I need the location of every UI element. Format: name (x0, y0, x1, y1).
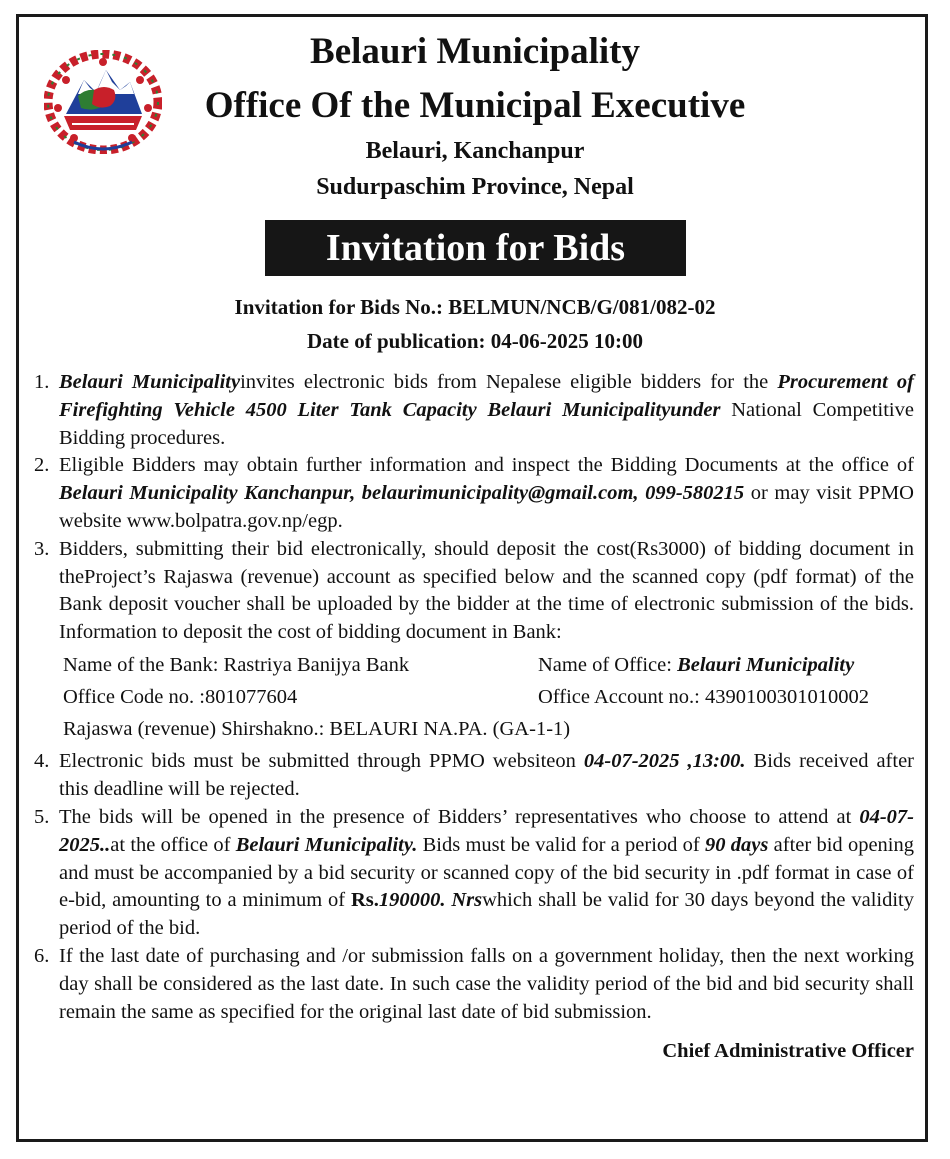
clause-run: The bids will be opened in the presence of Bidders’ representatives who choose to attend at (59, 805, 860, 828)
clause-run: Bids must be valid for a period of (417, 833, 706, 856)
clause-1 (34, 369, 914, 452)
clause-run: invites electronic bids from Nepalese eligible bidders for the (240, 371, 778, 393)
revenue-heading: Rajaswa (revenue) Shirshakno.: BELAURI NA.PA. (GA-1-1) (63, 717, 571, 740)
office-code: Office Code no. :801077604 (63, 685, 298, 708)
office-address: Belauri, Kanchanpur (365, 138, 585, 164)
clause-run: Belauri Municipality (59, 371, 241, 393)
clause-run: Belauri Municipality Kanchanpur, belaurimunicipality@gmail.com, 099-580215 (59, 482, 745, 505)
signatory: Chief Administrative Officer (662, 1040, 914, 1063)
notice-title-banner: Invitation for Bids (265, 220, 686, 276)
clause-run: at the office of (110, 833, 236, 856)
clause-text (59, 369, 914, 452)
municipality-name: Belauri Municipality (310, 31, 640, 72)
clause-text (59, 536, 914, 647)
clause-3 (34, 536, 914, 647)
clause-5 (34, 804, 914, 943)
office-name-label: Name of Office: (538, 653, 678, 676)
clause-run: National Competitive Bidding procedures. (59, 398, 914, 449)
clause-run: 190000. Nrs (378, 889, 483, 912)
clause-text (59, 452, 914, 535)
office-account-number: Office Account no.: 4390100301010002 (538, 685, 869, 708)
clause-text (59, 804, 914, 943)
clause-number: 6. (34, 944, 50, 967)
clause-run: Bidders, submitting their bid electronically, should deposit the cost(Rs3000) of bidding document in theProject’s Rajaswa (revenue) account as specified below and the scanned copy (pdf format) of the Bank deposit voucher shall be uploaded by the bidder at the time of electronic submission of the bids. Information to deposit the cost of bidding document in Bank: (59, 537, 914, 644)
clause-run: which shall be valid for 30 days beyond the validity period of the bid. (59, 889, 914, 940)
clause-text (59, 748, 914, 804)
notice-body (34, 369, 914, 1066)
clause-run: Bids received after this deadline will be rejected. (59, 750, 914, 801)
clause-run: Eligible Bidders may obtain further information and inspect the Bidding Documents at the office of (59, 454, 914, 477)
clause-2 (34, 452, 914, 535)
clause-text (59, 943, 914, 1026)
clause-run: Belauri Municipality. (235, 833, 418, 856)
clause-4 (34, 748, 914, 804)
office-province: Sudurpaschim Province, Nepal (316, 174, 634, 200)
clause-run: after bid opening and must be accompanied by a bid security or scanned copy of the bid security in .pdf format in case of e-bid, amounting to a minimum of (59, 833, 914, 912)
clause-number: 2. (34, 454, 50, 477)
bid-number: Invitation for Bids No.: BELMUN/NCB/G/081/082-02 (234, 295, 716, 319)
clause-run: or may visit PPMO website www.bolpatra.gov.np/egp. (59, 482, 914, 532)
bank-details (63, 650, 914, 745)
office-name: Office Of the Municipal Executive (204, 85, 746, 126)
office-of-account (538, 650, 854, 682)
clause-6 (34, 943, 914, 1026)
clause-run: Electronic bids must be submitted through PPMO websiteon (59, 750, 584, 773)
clause-run: 04-07-2025.. (59, 805, 914, 856)
office-name-value: Belauri Municipality (677, 653, 855, 676)
clause-run: If the last date of purchasing and /or submission falls on a government holiday, then the next working day shall be considered as the last date. In such case the validity period of the bid and bid security shall remain the same as specified for the original last date of bid submission. (59, 944, 914, 1023)
clause-number: 5. (34, 805, 50, 828)
clause-number: 4. (34, 750, 50, 773)
bank-name: Name of the Bank: Rastriya Banijya Bank (63, 653, 410, 676)
clause-run: 90 days (705, 833, 769, 856)
publication-date: Date of publication: 04-06-2025 10:00 (307, 329, 643, 353)
clause-run: Rs. (350, 889, 379, 912)
clause-number: 1. (34, 371, 50, 393)
clause-run: Procurement of Firefighting Vehicle 4500 Liter Tank Capacity Belauri Municipalityunder (59, 371, 914, 421)
clause-number: 3. (34, 537, 50, 560)
clause-run: 04-07-2025 ,13:00. (583, 750, 746, 773)
